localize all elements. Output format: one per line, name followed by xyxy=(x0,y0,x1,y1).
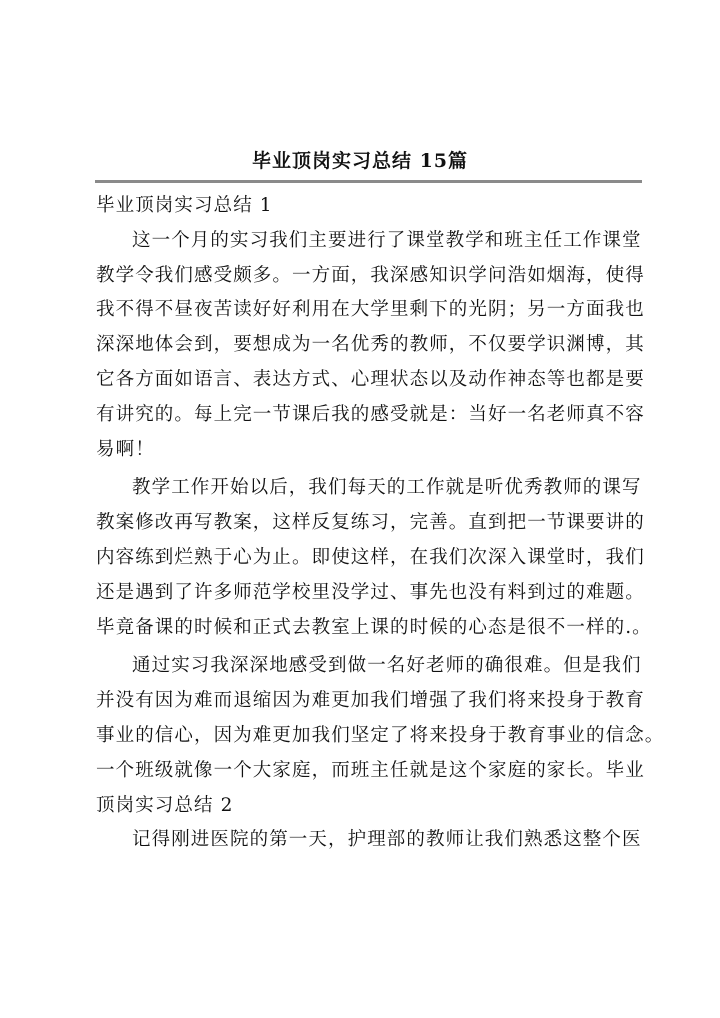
paragraph-line: 这一个月的实习我们主要进行了课堂教学和班主任工作课堂 xyxy=(132,229,642,251)
paragraph-line: 我不得不昼夜苦读好好利用在大学里剩下的光阴；另一方面我也 xyxy=(96,299,645,321)
paragraph-line: 毕竟备课的时候和正式去教室上课的时候的心态是很不一样的.。 xyxy=(96,616,652,638)
paragraph-line: 易啊！ xyxy=(96,438,155,460)
paragraph-line: 有讲究的。每上完一节课后我的感受就是：当好一名老师真不容 xyxy=(96,403,645,425)
document-body xyxy=(96,189,665,858)
document-title: 毕业顶岗实习总结 15篇 xyxy=(251,150,469,172)
paragraph-line: 教案修改再写教案，这样反复练习，完善。直到把一节课要讲的 xyxy=(96,512,645,534)
section-heading-1: 毕业顶岗实习总结 1 xyxy=(96,195,273,216)
paragraph-line: 通过实习我深深地感受到做一名好老师的确很难。但是我们 xyxy=(132,655,642,677)
paragraph-line: 内容练到烂熟于心为止。即使这样，在我们次深入课堂时，我们 xyxy=(96,546,645,568)
paragraph-line: 一个班级就像一个大家庭，而班主任就是这个家庭的家长。毕业 xyxy=(96,759,645,781)
paragraph-line: 深深地体会到，要想成为一名优秀的教师，不仅要学识渊博，其 xyxy=(96,334,645,356)
paragraph-line: 还是遇到了许多师范学校里没学过、事先也没有料到过的难题。 xyxy=(96,581,645,603)
paragraph-line: 记得刚进医院的第一天，护理部的教师让我们熟悉这整个医 xyxy=(132,829,642,851)
section-heading-2: 顶岗实习总结 2 xyxy=(96,794,234,816)
paragraph-line: 它各方面如语言、表达方式、心理状态以及动作神态等也都是要 xyxy=(96,368,645,390)
paragraph-line: 教学工作开始以后，我们每天的工作就是听优秀教师的课写 xyxy=(132,477,642,499)
paragraph-line: 事业的信心，因为难更加我们坚定了将来投身于教育事业的信念。 xyxy=(96,724,665,746)
title-divider xyxy=(95,180,642,183)
paragraph-line: 教学令我们感受颇多。一方面，我深感知识学问浩如烟海，使得 xyxy=(96,264,645,286)
paragraph-line: 并没有因为难而退缩因为难更加我们增强了我们将来投身于教育 xyxy=(96,690,645,712)
